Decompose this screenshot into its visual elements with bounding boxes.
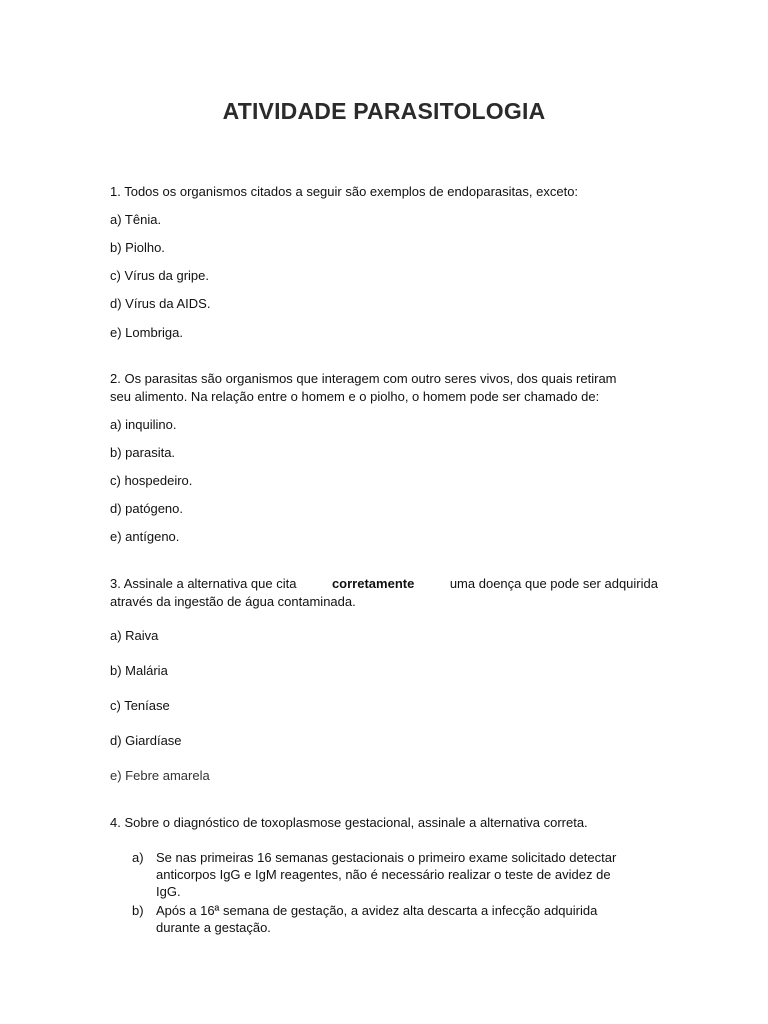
q4-option-b-marker: b) [132,903,144,918]
q3-text-bold: corretamente [331,576,415,591]
page-title: ATIVIDADE PARASITOLOGIA [222,98,546,124]
q4-option-b-text [156,902,656,936]
q4-option-b-line-1: Após a 16ª semana de gestação, a avidez alta descarta a infecção adquirida [156,903,598,918]
q3-option-e: e) Febre amarela [110,768,210,783]
question-3-line-1 [110,575,658,592]
q1-option-c: c) Vírus da gripe. [110,268,209,283]
q1-option-b: b) Piolho. [110,240,165,255]
question-2-line-2: seu alimento. Na relação entre o homem e o piolho, o homem pode ser chamado de: [110,389,600,404]
q2-option-e: e) antígeno. [110,529,180,544]
q4-option-a-text [156,849,656,900]
q3-option-d: d) Giardíase [110,733,182,748]
q2-option-a: a) inquilino. [110,417,177,432]
question-2-line-1: 2. Os parasitas são organismos que interagem com outro seres vivos, dos quais retiram [110,371,617,386]
q3-option-a: a) Raiva [110,628,159,643]
q4-option-a-line-3: IgG. [156,884,181,899]
q3-text-pre: 3. Assinale a alternativa que cita [110,576,297,591]
q1-option-d: d) Vírus da AIDS. [110,296,211,311]
q2-option-d: d) patógeno. [110,501,184,516]
q3-option-c: c) Teníase [110,698,170,713]
q1-option-a: a) Tênia. [110,212,162,227]
q4-option-b [132,902,658,936]
q4-option-a-marker: a) [132,850,144,865]
q4-option-b-line-2: durante a gestação. [156,920,271,935]
q2-option-b: b) parasita. [110,445,176,460]
q4-option-a-line-1: Se nas primeiras 16 semanas gestacionais o primeiro exame solicitado detectar [156,850,617,865]
q3-option-b: b) Malária [110,663,168,678]
question-1: 1. Todos os organismos citados a seguir são exemplos de endoparasitas, exceto: [110,184,579,199]
q3-text-post: uma doença que pode ser adquirida [449,576,658,591]
q4-option-a-line-2: anticorpos IgG e IgM reagentes, não é necessário realizar o teste de avidez de [156,867,611,882]
question-4: 4. Sobre o diagnóstico de toxoplasmose gestacional, assinale a alternativa correta. [110,815,588,830]
q4-option-a [132,849,658,900]
q1-option-e: e) Lombriga. [110,325,183,340]
q2-option-c: c) hospedeiro. [110,473,193,488]
question-3-line-2: através da ingestão de água contaminada. [110,594,356,609]
